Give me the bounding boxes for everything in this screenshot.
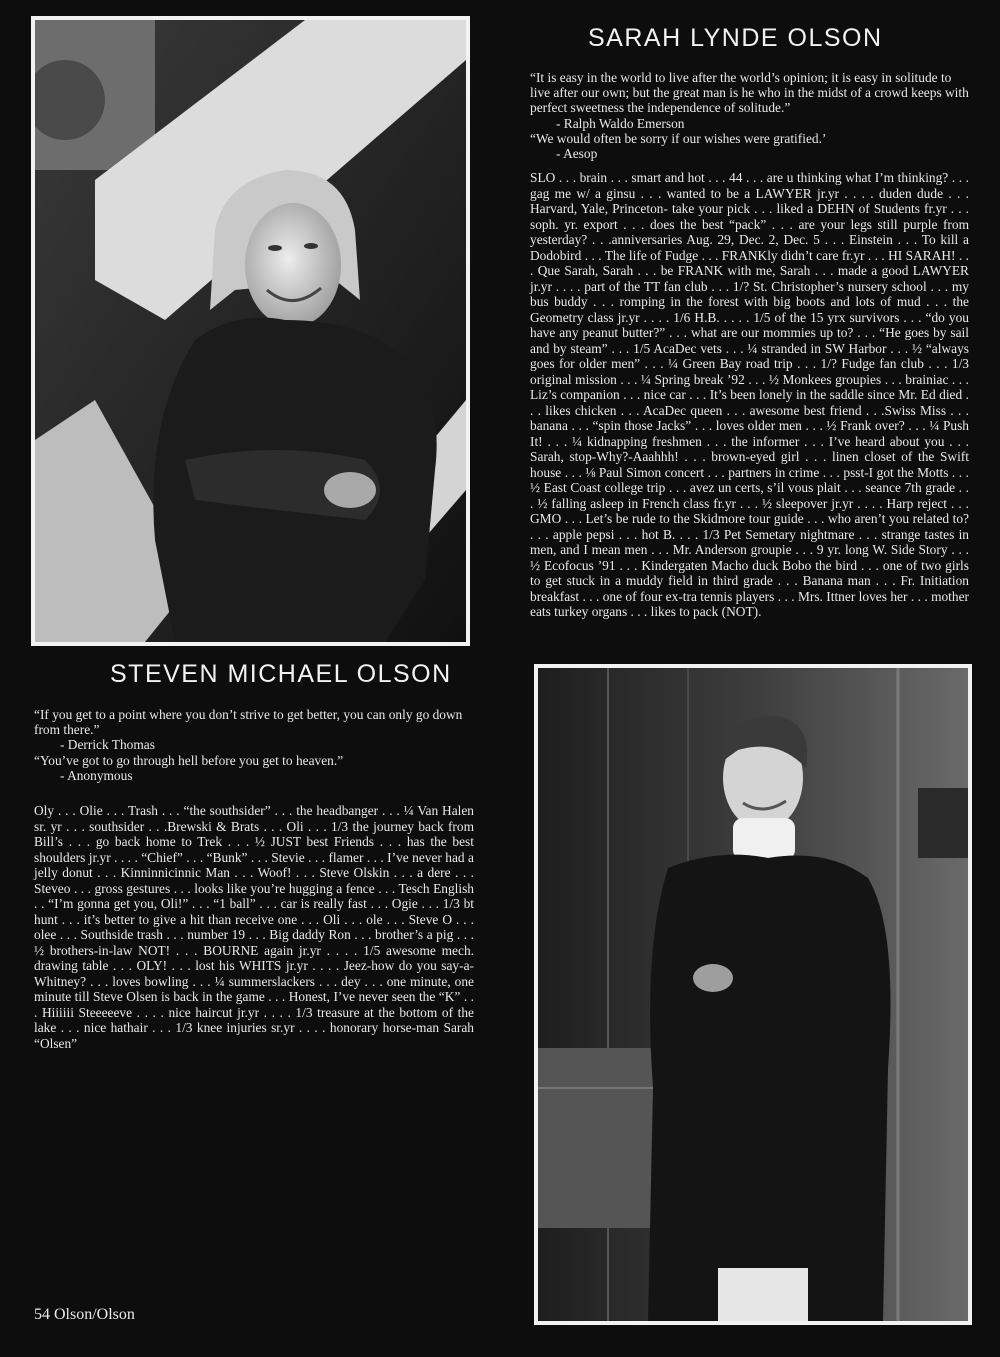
sarah-quotes bbox=[530, 70, 970, 161]
sarah-senior-writeup: SLO . . . brain . . . smart and hot . . . 44 . . . are u thinking what I’m thinking? . . . gag me w/ a ginsu . . . wanted to be a LAWYER jr.yr . . . . duden dude . . . Harvard, Yale, Princeton- take your pick . . . liked a DEHN of Students fr.yr . . . soph. yr. export . . . does the best “pack” . . . are your legs still purple from yesterday? . . .anniversaries Aug. 29, Dec. 2, Dec. 5 . . . Einstein . . . To kill a Dodobird . . . The life of Fudge . . . FRANKly didn’t care fr.yr . . . HI SARAH! . . . Que Sarah, Sarah . . . be FRANK with me, Sarah . . . made a good LAWYER jr.yr . . . . part of the TT fan club . . . 1/? St. Christopher’s nursery school . . . my bus buddy . . . romping in the forest with big boots and lots of mud . . . the Geometry class jr.yr . . . . 1/6 H.B. . . . . 1/5 of the 15 yrx survivors . . . “do you have any peanut butter?” . . . what are our mommies up to? . . . “He goes by sail and by steam” . . . 1/5 AcaDec vets . . . ¼ stranded in SW Harbor . . . ½ “always goes for older men” . . . ¼ Green Bay road trip . . . 1/? Fudge fan club . . . 1/3 original mission . . . ¼ Spring break ’92 . . . ½ Monkees groupies . . . brainiac . . . Liz’s companion . . . nice car . . . It’s been lonely in the saddle since Mr. Ed died . . . likes chicken . . . AcaDec queen . . . awesome best friend . . .Swiss Miss . . . banana . . . “spin those Jacks” . . . loves older men . . . ½ Frank over? . . . ¼ Push It! . . . ¼ kidnapping freshmen . . . the informer . . . I’ve heard about you . . . Sarah, stop-Why?-Aaahhh! . . . brown-eyed girl . . . linen closet of the Swift house . . . ⅛ Paul Simon concert . . . partners in crime . . . psst-I got the Motts . . . ½ East Coast college trip . . . avez un certs, s’il vous plait . . . seance 7th grade . . . ½ falling asleep in French class fr.yr . . . ½ sleepover jr.yr . . . . Harp reject . . . GMO . . . Let’s be rude to the Skidmore tour guide . . . who aren’t you related to? . . . apple pepsi . . . hot B. . . . 1/3 Pet Semetary nightmare . . . strange tastes in men, and I mean men . . . Mr. Anderson groupie . . . 9 yr. long W. Side Story . . . ½ Ecofocus ’91 . . . Kindergaten Macho duck Bobo the bird . . . one of two girls to get stuck in a muddy field in third grade . . . Banana man . . . Fr. Initiation breakfast . . . one of four ex-tra tennis players . . . Mrs. Ittner loves her . . . mother eats turkey organs . . . likes to pack (NOT). bbox=[530, 170, 969, 619]
sarah-name-heading: SARAH LYNDE OLSON bbox=[588, 24, 883, 52]
sarah-portrait-photo bbox=[31, 16, 470, 646]
steven-name-heading: STEVEN MICHAEL OLSON bbox=[110, 660, 452, 688]
page-folio: 54 Olson/Olson bbox=[34, 1306, 135, 1323]
sarah-quote-1: “It is easy in the world to live after the world’s opinion; it is easy in solitude to live after our own; but the great man is he who in the midst of a crowd keeps with perfect sweetness the independence of solitude.” bbox=[530, 70, 969, 116]
sarah-quote-1-author: - Ralph Waldo Emerson bbox=[556, 115, 685, 131]
steven-quote-2-author: - Anonymous bbox=[60, 767, 133, 783]
sarah-portrait-image bbox=[35, 20, 466, 642]
steven-portrait-photo bbox=[534, 664, 972, 1325]
steven-portrait-image bbox=[538, 668, 968, 1321]
steven-quote-1: “If you get to a point where you don’t strive to get better, you can only go down from there.” bbox=[34, 707, 463, 738]
steven-senior-writeup: Oly . . . Olie . . . Trash . . . “the southsider” . . . the headbanger . . . ¼ Van Halen sr. yr . . . southsider . . .Brewski & Brats . . . Oli . . . 1/3 the journey back from Bill’s . . . go back home to Trek . . . ½ JUST best Friends . . . has the best shoulders jr.yr . . . . “Chief” . . . “Bunk” . . . Stevie . . . flamer . . . I’ve never had a jelly donut . . . Kinninnicinnic Man . . . Woof! . . . Steve Olskin . . . a dere . . . Steveo . . . gross gestures . . . looks like you’re hugging a fence . . . Tesch English . . “I’m gonna get you, Oli!” . . . “1 ball” . . . car is really fast . . . Ogie . . . 1/3 bt hunt . . . it’s better to give a hit than receive one . . . Oli . . . ole . . . Steve O . . . olee . . . Southside trash . . . number 19 . . . Big daddy Ron . . . brother’s a pig . . . ½ brothers-in-law NOT! . . . BOURNE again jr.yr . . . . 1/5 awesome mech. drawing table . . . OLY! . . . lost his WHITS jr.yr . . . . Jeez-how do you say-a-Whitney? . . . loves bowling . . . ¼ summerslackers . . . dey . . . one minute, one minute till Steve Olsen is back in the game . . . Honest, I’ve never seen the “K” . . . Hiiiiii Steeeeeve . . . . nice haircut jr.yr . . . . 1/3 treasure at the bottom of the lake . . . nice hathair . . . 1/3 knee injuries sr.yr . . . . honorary horse-man Sarah “Olsen” bbox=[34, 803, 474, 1051]
sarah-quote-2: “We would often be sorry if our wishes were gratified.’ bbox=[530, 130, 827, 146]
steven-quote-2: “You’ve got to go through hell before you get to heaven.” bbox=[34, 752, 344, 768]
sarah-quote-2-author: - Aesop bbox=[556, 146, 598, 162]
steven-quote-1-author: - Derrick Thomas bbox=[60, 737, 155, 753]
steven-quotes bbox=[34, 707, 464, 783]
